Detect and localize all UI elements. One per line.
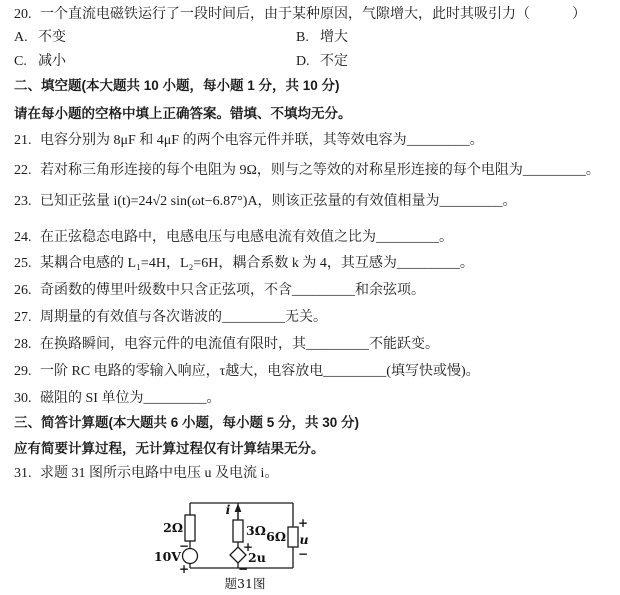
dep-source-minus-sign: − <box>237 562 249 576</box>
section-fill-instruction: 请在每小题的空格中填上正确答案。错填、不填均无分。 <box>14 106 352 121</box>
option-b-label: B. <box>296 30 309 45</box>
question-31 <box>14 465 616 482</box>
question-27-text: 周期量的有效值与各次谐波的_________无关。 <box>40 310 327 325</box>
option-d-text: 不定 <box>320 54 348 69</box>
section-fill-heading: 二、填空题(本大题共 10 小题，每小题 1 分，共 10 分) <box>14 78 340 93</box>
resistor-6ohm <box>288 527 298 547</box>
question-29-text: 一阶 RC 电路的零输入响应，τ越大，电容放电_________(填写快或慢)。 <box>40 364 480 379</box>
question-25-text: 某耦合电感的 L₁=4H，L₂=6H，耦合系数 k 为 4，其互感为_________。 <box>40 256 474 271</box>
option-a <box>14 30 66 45</box>
question-21 <box>14 132 616 149</box>
options-row-cd <box>14 53 616 70</box>
source-minus-sign: − <box>178 539 190 553</box>
question-25 <box>14 255 616 272</box>
dep-source-label: 2u <box>248 550 266 565</box>
u-minus-sign: − <box>297 547 309 561</box>
resistor-2ohm-label: 2Ω <box>163 520 183 535</box>
question-26-number: 26. <box>14 283 32 298</box>
question-21-number: 21. <box>14 133 32 148</box>
question-28 <box>14 336 616 353</box>
option-d <box>296 53 348 70</box>
question-24 <box>14 229 616 246</box>
question-31-text: 求题 31 图所示电路中电压 u 及电流 i。 <box>40 466 279 481</box>
section-calc-instruction: 应有简要计算过程，无计算过程仅有计算结果无分。 <box>14 441 325 456</box>
option-c-text: 减小 <box>38 54 66 69</box>
option-d-label: D. <box>296 54 310 69</box>
question-27 <box>14 309 616 326</box>
question-23-text: 已知正弦量 i(t)=24√2 sin(ωt−6.87°)A，则该正弦量的有效值相量为_________。 <box>40 194 517 209</box>
circuit-caption: 题31图 <box>224 576 266 591</box>
source-plus-sign: + <box>178 562 190 576</box>
question-23-number: 23. <box>14 194 32 209</box>
resistor-2ohm <box>185 515 195 541</box>
question-30-number: 30. <box>14 391 32 406</box>
question-22 <box>14 162 616 179</box>
resistor-6ohm-label: 6Ω <box>266 529 286 544</box>
section-calc-heading: 三、简答计算题(本大题共 6 小题，每小题 5 分，共 30 分) <box>14 415 360 430</box>
question-20-text: 一个直流电磁铁运行了一段时间后，由于某种原因，气隙增大，此时其吸引力（ ） <box>40 7 586 22</box>
options-row-ab <box>14 29 616 46</box>
voltage-source-label: 10V <box>153 549 181 564</box>
circuit-diagram <box>140 490 340 595</box>
u-voltage-label: u <box>299 532 309 547</box>
option-c-label: C. <box>14 54 27 69</box>
question-24-text: 在正弦稳态电路中，电感电压与电感电流有效值之比为_________。 <box>40 230 453 245</box>
question-22-text: 若对称三角形连接的每个电阻为 9Ω，则与之等效的对称星形连接的每个电阻为_________。 <box>40 163 600 178</box>
question-30-text: 磁阻的 SI 单位为_________。 <box>40 391 221 406</box>
question-20 <box>14 6 616 23</box>
question-20-number: 20. <box>14 7 32 22</box>
question-25-number: 25. <box>14 256 32 271</box>
option-c <box>14 54 66 69</box>
question-24-number: 24. <box>14 230 32 245</box>
question-22-number: 22. <box>14 163 32 178</box>
question-31-number: 31. <box>14 466 32 481</box>
question-29-number: 29. <box>14 364 32 379</box>
resistor-3ohm <box>233 520 243 542</box>
question-26-text: 奇函数的傅里叶级数中只含正弦项，不含_________和余弦项。 <box>40 283 425 298</box>
question-28-text: 在换路瞬间，电容元件的电流值有限时，其_________不能跃变。 <box>40 337 439 352</box>
question-27-number: 27. <box>14 310 32 325</box>
question-29 <box>14 363 616 380</box>
question-30 <box>14 390 616 407</box>
option-a-text: 不变 <box>38 30 66 45</box>
dep-source-plus-sign: + <box>242 540 254 554</box>
question-26 <box>14 282 616 299</box>
resistor-3ohm-label: 3Ω <box>246 523 266 538</box>
u-plus-sign: + <box>297 516 309 530</box>
current-i-label: i <box>225 502 231 517</box>
option-b-text: 增大 <box>320 30 348 45</box>
current-arrow-icon <box>235 504 242 513</box>
question-28-number: 28. <box>14 337 32 352</box>
question-23 <box>14 193 616 210</box>
option-b <box>296 29 348 46</box>
option-a-label: A. <box>14 30 28 45</box>
question-21-text: 电容分别为 8μF 和 4μF 的两个电容元件并联，其等效电容为_________。 <box>40 133 484 148</box>
